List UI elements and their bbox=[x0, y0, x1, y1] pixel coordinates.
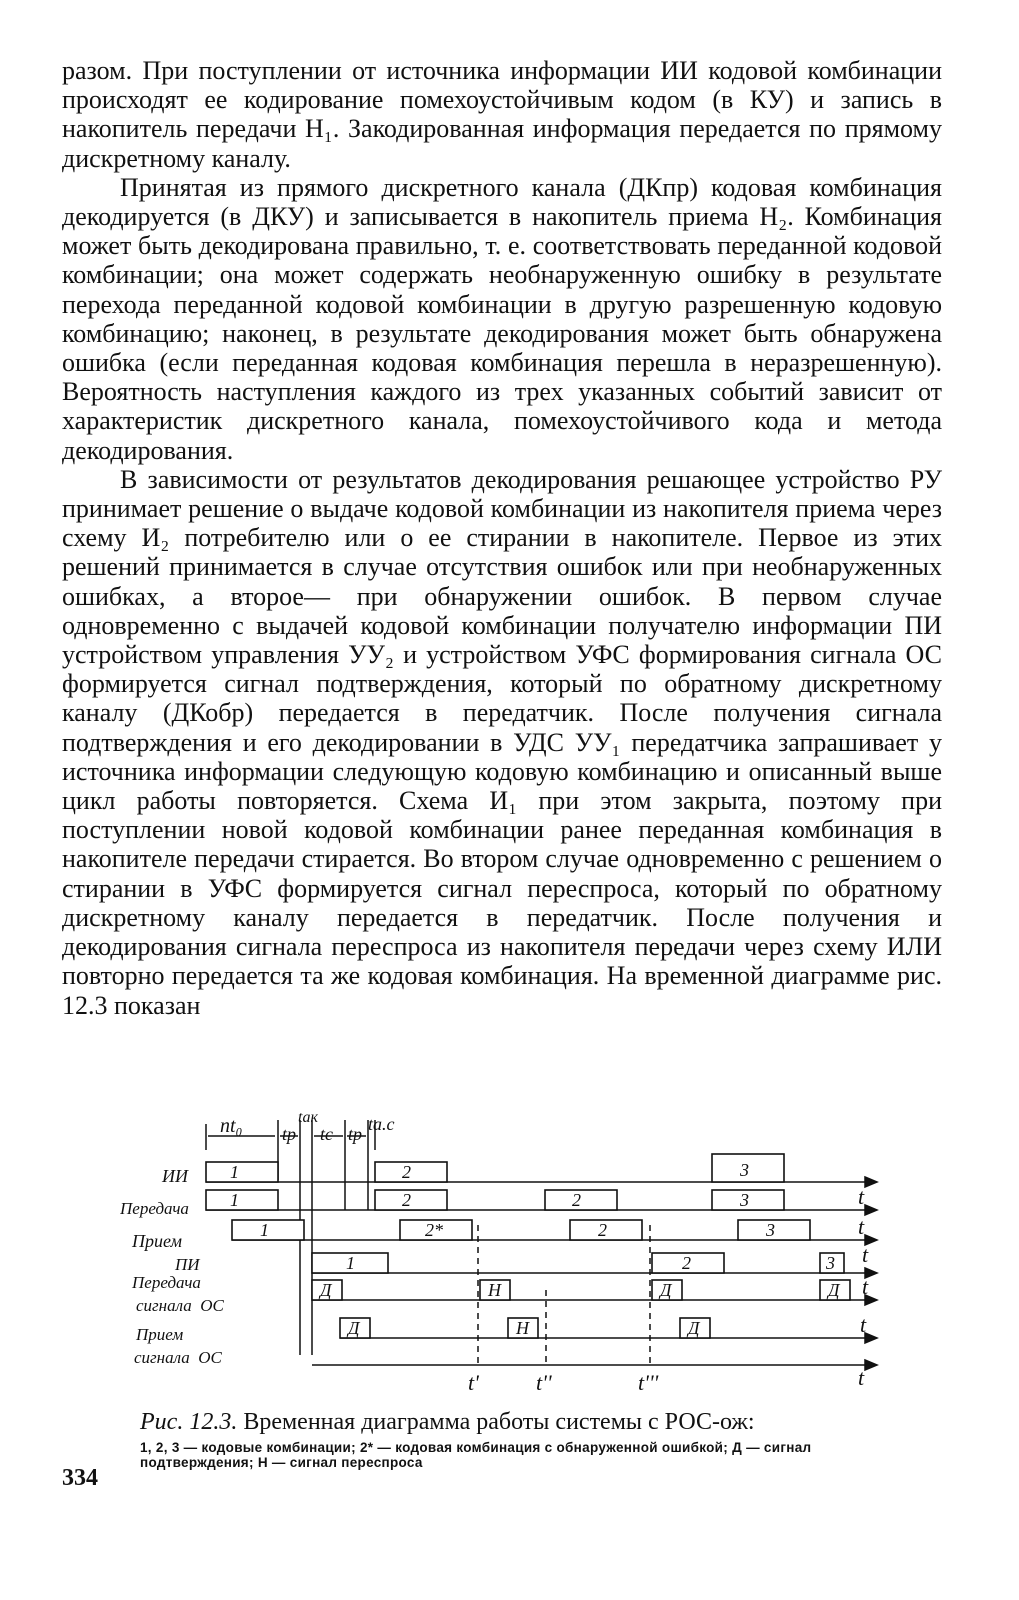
paragraph-1: разом. При поступлении от источника информации ИИ кодовой комбинации происходят ее кодирование помехоустойчивым кодом (в КУ) и запись в накопитель передачи Н₁. Закодированная информация передается по прямому дискретному каналу. bbox=[62, 56, 942, 173]
block-fbrx-d1: Д bbox=[348, 1318, 360, 1338]
label-tak: tак bbox=[298, 1110, 318, 1126]
block-ii-2: 2 bbox=[402, 1162, 411, 1182]
block-tx-2b: 2 bbox=[572, 1190, 581, 1210]
block-fbtx-d2: Д bbox=[660, 1280, 672, 1300]
row-label-transmit: Передача bbox=[120, 1199, 189, 1218]
label-tas: tа.с bbox=[368, 1114, 395, 1134]
axis-t-3: t bbox=[862, 1242, 869, 1267]
block-ii-1: 1 bbox=[230, 1162, 239, 1182]
paragraph-2: Принятая из прямого дискретного канала (ДКпр) кодовая комбинация декодируется (в ДКУ) и записывается в накопитель приема Н₂. Комбинация может быть декодирована правильно, т. е. соответствовать переданной кодовой комбинации; она может содержать необнаруженную ошибку в результате перехода переданной кодовой комбинации в другую разрешенную кодовую комбинацию; наконец, в результате декодирования может быть обнаружена ошибка (если переданная кодовая комбинация перешла в неразрешенную). Вероятность наступления каждого из трех указанных событий зависит от характеристик дискретного канала, помехоустойчивого кода и метода декодирования. bbox=[62, 172, 942, 465]
axis-t-6: t bbox=[858, 1365, 865, 1390]
row-label-fb-tx: Передача bbox=[132, 1273, 201, 1292]
block-tx-2: 2 bbox=[402, 1190, 411, 1210]
axis-t-5: t bbox=[860, 1312, 867, 1337]
block-fbrx-d2: Д bbox=[688, 1318, 700, 1338]
row-label-ii: ИИ bbox=[162, 1166, 188, 1186]
moment-t2: t'' bbox=[536, 1370, 552, 1395]
axis-t-1: t bbox=[858, 1184, 865, 1209]
caption-legend: 1, 2, 3 — кодовые комбинации; 2* — кодовая комбинация с обнаруженной ошибкой; Д — сигнал подтверждения; Н — сигнал переспроса bbox=[140, 1440, 812, 1470]
block-pi-3: 3 bbox=[826, 1253, 835, 1273]
block-pi-1: 1 bbox=[346, 1253, 355, 1273]
axis-t-4: t bbox=[862, 1274, 869, 1299]
label-tp-2: tр bbox=[348, 1124, 363, 1144]
block-rx-3: 3 bbox=[766, 1220, 775, 1240]
timing-diagram bbox=[120, 1110, 890, 1395]
label-tp-1: tр bbox=[282, 1124, 297, 1144]
block-tx-1: 1 bbox=[230, 1190, 239, 1210]
label-nt0: nt₀ bbox=[220, 1115, 243, 1137]
block-fbrx-n: Н bbox=[516, 1318, 529, 1338]
block-tx-3: 3 bbox=[740, 1190, 749, 1210]
figure-caption bbox=[140, 1408, 900, 1470]
block-rx-2star: 2* bbox=[425, 1220, 443, 1240]
block-fbtx-d3: Д bbox=[828, 1280, 840, 1300]
label-tc: tс bbox=[320, 1124, 333, 1144]
block-fbtx-d1: Д bbox=[320, 1280, 332, 1300]
page-number: 334 bbox=[62, 1465, 98, 1491]
block-ii-3: 3 bbox=[740, 1160, 749, 1180]
block-pi-2: 2 bbox=[682, 1253, 691, 1273]
row-label-receive: Прием bbox=[132, 1231, 183, 1251]
caption-title: Временная диаграмма работы системы с РОС-ож: bbox=[243, 1409, 755, 1435]
paragraph-3: В зависимости от результатов декодирования решающее устройство РУ принимает решение о выдаче кодовой комбинации из накопителя приема через схему И₂ потребителю или о ее стирании в накопителе. Первое из этих решений принимается в случае отсутствия ошибок или при необнаруженных ошибках, а второе— при обнаружении ошибок. В первом случае одновременно с выдачей кодовой комбинации получателю информации ПИ устройством управления УУ₂ и устройством УФС формирования сигнала ОС формируется сигнал подтверждения, который по обратному дискретному каналу (ДКобр) передается в передатчик. После получения сигнала подтверждения и его декодировании в УДС УУ₁ передатчика запрашивает у источника информации следующую кодовую комбинацию и описанный выше цикл работы повторяется. Схема И₁ при этом закрыта, поэтому при поступлении новой кодовой комбинации ранее переданная комбинация в накопителе передачи стирается. Во втором случае одновременно с решением о стирании в УФС формируется сигнал переспроса, который по обратному дискретному каналу передается в передатчик. После получения и декодирования сигнала переспроса из накопителя передачи через схему ИЛИ повторно передается та же кодовая комбинация. На временной диаграмме рис. 12.3 показан bbox=[62, 464, 942, 1020]
block-rx-1: 1 bbox=[260, 1220, 269, 1240]
row-label-fb-rx-2: сигнала ОС bbox=[134, 1348, 222, 1367]
row-label-fb-tx-2: сигнала ОС bbox=[136, 1296, 224, 1315]
block-fbtx-n: Н bbox=[488, 1280, 501, 1300]
body-text bbox=[62, 56, 942, 1020]
moment-t1: t' bbox=[468, 1370, 479, 1395]
axis-t-2: t bbox=[858, 1214, 865, 1239]
moment-t3: t''' bbox=[638, 1370, 659, 1395]
row-label-pi: ПИ bbox=[175, 1255, 200, 1274]
row-label-fb-rx: Прием bbox=[136, 1325, 184, 1344]
caption-title-line bbox=[140, 1408, 900, 1436]
block-rx-2: 2 bbox=[598, 1220, 607, 1240]
caption-label: Рис. 12.3. bbox=[140, 1409, 238, 1435]
